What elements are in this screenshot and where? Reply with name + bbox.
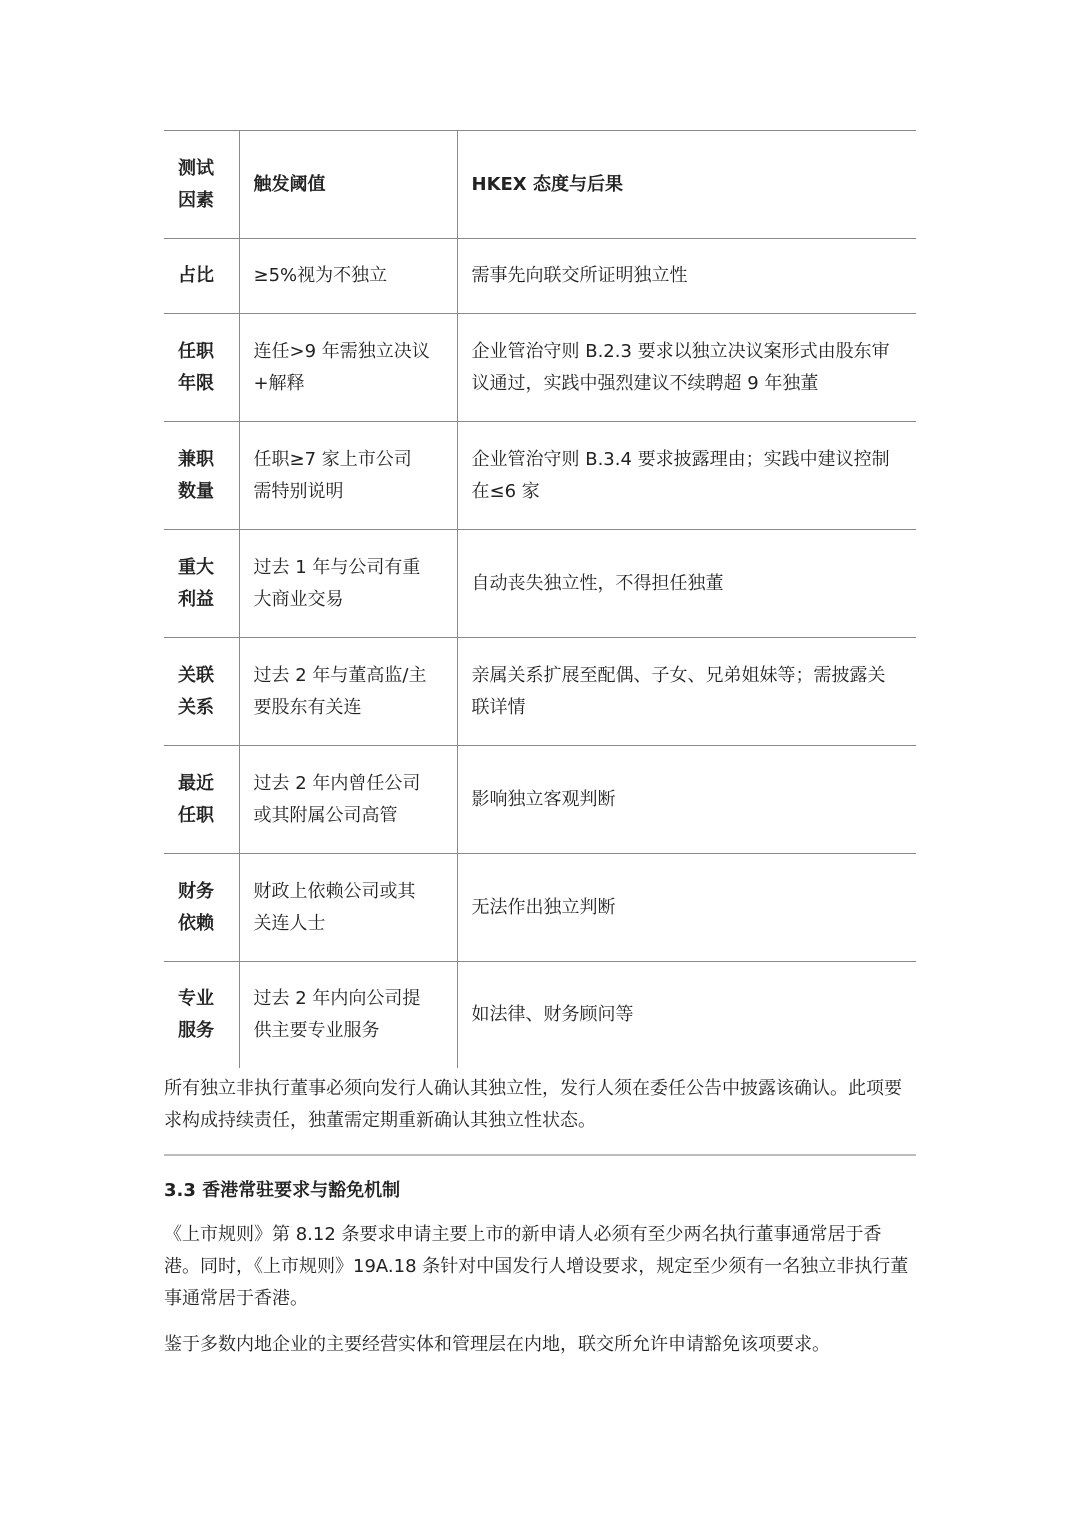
threshold-cell: 任职≥7 家上市公司 需特别说明 <box>239 422 457 530</box>
table-row <box>164 746 916 854</box>
section-paragraph-2: 鉴于多数内地企业的主要经营实体和管理层在内地，联交所允许申请豁免该项要求。 <box>164 1334 830 1355</box>
threshold-cell: 过去 2 年内向公司提 供主要专业服务 <box>239 962 457 1069</box>
header-threshold: 触发阈值 <box>239 131 457 239</box>
factor-cell: 关联 关系 <box>164 638 239 746</box>
section-heading: 3.3 香港常驻要求与豁免机制 <box>164 1180 401 1201</box>
table-row <box>164 239 916 314</box>
document-body <box>164 130 916 1361</box>
factor-cell: 重大 利益 <box>164 530 239 638</box>
factor-cell: 最近 任职 <box>164 746 239 854</box>
consequence-cell: 企业管治守则 B.3.4 要求披露理由；实践中建议控制在≤6 家 <box>457 422 916 530</box>
table-header-row <box>164 131 916 239</box>
consequence-cell: 影响独立客观判断 <box>457 746 916 854</box>
factor-cell: 财务 依赖 <box>164 854 239 962</box>
consequence-cell: 如法律、财务顾问等 <box>471 1004 634 1025</box>
threshold-cell: 连任>9 年需独立决议 +解释 <box>239 314 457 422</box>
consequence-cell: 无法作出独立判断 <box>457 854 916 962</box>
factor-cell: 占比 <box>164 239 239 314</box>
factor-cell: 专业 服务 <box>178 988 214 1041</box>
factor-cell: 任职 年限 <box>164 314 239 422</box>
table-row <box>164 422 916 530</box>
consequence-cell: 企业管治守则 B.2.3 要求以独立决议案形式由股东审议通过，实践中强烈建议不续聘超 9 年独董 <box>457 314 916 422</box>
table-row <box>164 314 916 422</box>
factor-cell: 兼职 数量 <box>164 422 239 530</box>
threshold-cell: 过去 2 年与董高监/主 要股东有关连 <box>239 638 457 746</box>
independence-test-table <box>164 130 916 1068</box>
header-consequence: HKEX 态度与后果 <box>457 131 916 239</box>
threshold-cell: ≥5%视为不独立 <box>239 239 457 314</box>
consequence-cell: 自动丧失独立性，不得担任独董 <box>457 530 916 638</box>
table-row <box>164 854 916 962</box>
threshold-cell: 过去 1 年与公司有重 大商业交易 <box>239 530 457 638</box>
header-factor: 测试 因素 <box>164 131 239 239</box>
section-paragraph-1: 《上市规则》第 8.12 条要求申请主要上市的新申请人必须有至少两名执行董事通常居于香港。同时，《上市规则》19A.18 条针对中国发行人增设要求，规定至少须有一名独立非执行董事通常居于香港。 <box>164 1224 909 1309</box>
table-row <box>164 530 916 638</box>
consequence-cell: 亲属关系扩展至配偶、子女、兄弟姐妹等；需披露关联详情 <box>457 638 916 746</box>
table-row <box>164 638 916 746</box>
threshold-cell: 过去 2 年内曾任公司 或其附属公司高管 <box>239 746 457 854</box>
confirmation-paragraph: 所有独立非执行董事必须向发行人确认其独立性，发行人须在委任公告中披露该确认。此项要求构成持续责任，独董需定期重新确认其独立性状态。 <box>164 1078 902 1131</box>
threshold-cell: 财政上依赖公司或其 关连人士 <box>239 854 457 962</box>
section-divider <box>164 1154 916 1156</box>
consequence-cell: 需事先向联交所证明独立性 <box>457 239 916 314</box>
table-row <box>164 962 916 1069</box>
